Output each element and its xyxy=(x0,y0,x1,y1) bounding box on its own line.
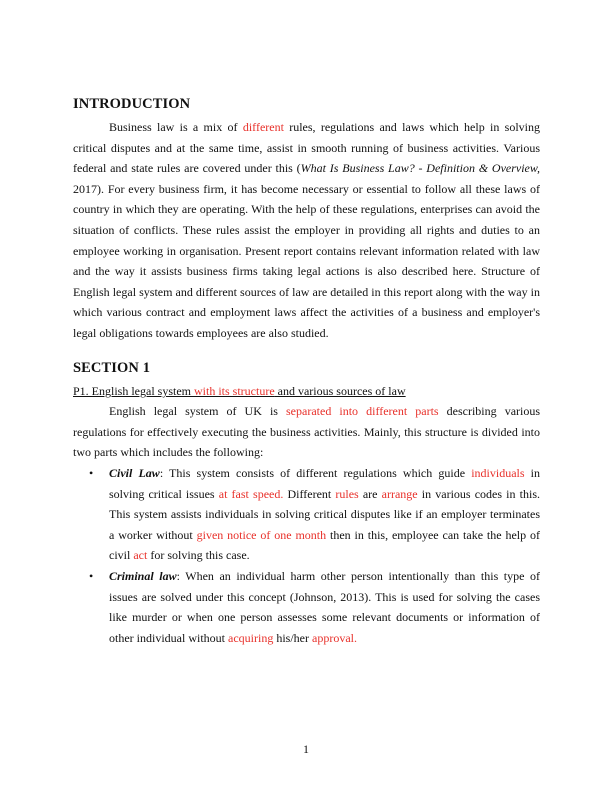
list-text: his/her xyxy=(273,630,312,645)
p1-text: and various sources of law xyxy=(274,384,406,398)
list-text: in solving critical issues xyxy=(109,466,540,501)
highlighted-text: individuals xyxy=(471,466,525,480)
bullet-icon: • xyxy=(89,568,94,583)
highlighted-text: act xyxy=(133,548,148,563)
list-text: : This system consists of different regulations which guide xyxy=(159,466,472,480)
highlighted-text: different xyxy=(242,120,284,134)
introduction-paragraph xyxy=(73,117,540,344)
highlighted-text: at fast speed. xyxy=(218,486,284,501)
list-text: : When an individual harm other person intentionally than this type of issues are solved under this concept (Johnson, 2013). This is used for solving the cases like murder or when one person assesses some relevant documents or information of other individual without xyxy=(109,568,540,645)
highlighted-text: approval. xyxy=(312,630,357,645)
highlighted-text: arrange xyxy=(381,486,418,501)
highlighted-text: with its structure xyxy=(194,384,275,398)
page-number: 1 xyxy=(303,742,309,756)
intro-text: Business law is a mix of xyxy=(109,120,243,134)
bullet-icon: • xyxy=(89,466,94,480)
intro-text: rules, regulations and laws which help in solving critical disputes and at the same time, assist in smooth running of business activities. Various federal and state rules are covered under this ( xyxy=(73,120,540,176)
list-item-criminal-law xyxy=(73,566,540,648)
list-text: in various codes in this. This system assists individuals in solving critical disputes like if an employer terminates a worker without xyxy=(109,486,540,542)
highlighted-text: given notice of one month xyxy=(196,527,327,542)
citation-title: What Is Business Law? - Definition & Overview, xyxy=(300,161,540,176)
highlighted-text: rules xyxy=(335,486,359,501)
civil-law-term: Civil Law xyxy=(109,466,160,480)
list-text: for solving this case. xyxy=(147,548,250,563)
introduction-heading: INTRODUCTION xyxy=(73,96,191,112)
list-text: Different xyxy=(283,486,336,501)
p1-text: P1. English legal system xyxy=(73,384,194,398)
highlighted-text: separated into different parts xyxy=(286,404,439,418)
section-text: English legal system of UK is xyxy=(109,404,287,418)
p1-subheading xyxy=(73,384,406,399)
list-text: then in this, employee can take the help of civil xyxy=(109,527,540,563)
section-paragraph xyxy=(73,401,540,463)
section-heading: SECTION 1 xyxy=(73,360,151,376)
intro-text: 2017). For every business firm, it has become necessary or essential to follow all these laws of country in which they are operating. With the help of these regulations, enterprises can avoid the situation of conflicts. These rules assist the employer in providing all rights and duties to an employee working in organisation. Present report contains relevant information related with law and the way it assists business firms taking legal actions is also described here. Structure of English legal system and different sources of law are detailed in this report along with the way in which various contract and employment laws affect the activities of a business and employer's legal obligations towards employees are also studied. xyxy=(73,181,540,340)
list-item-civil-law xyxy=(73,463,540,566)
section-text: describing various regulations for effectively executing the business activities. Mainly, this structure is divided into two parts which includes the following: xyxy=(73,404,541,460)
criminal-law-term: Criminal law xyxy=(109,568,177,583)
law-types-list xyxy=(73,463,540,648)
highlighted-text: acquiring xyxy=(228,630,274,645)
list-text: are xyxy=(358,486,382,501)
